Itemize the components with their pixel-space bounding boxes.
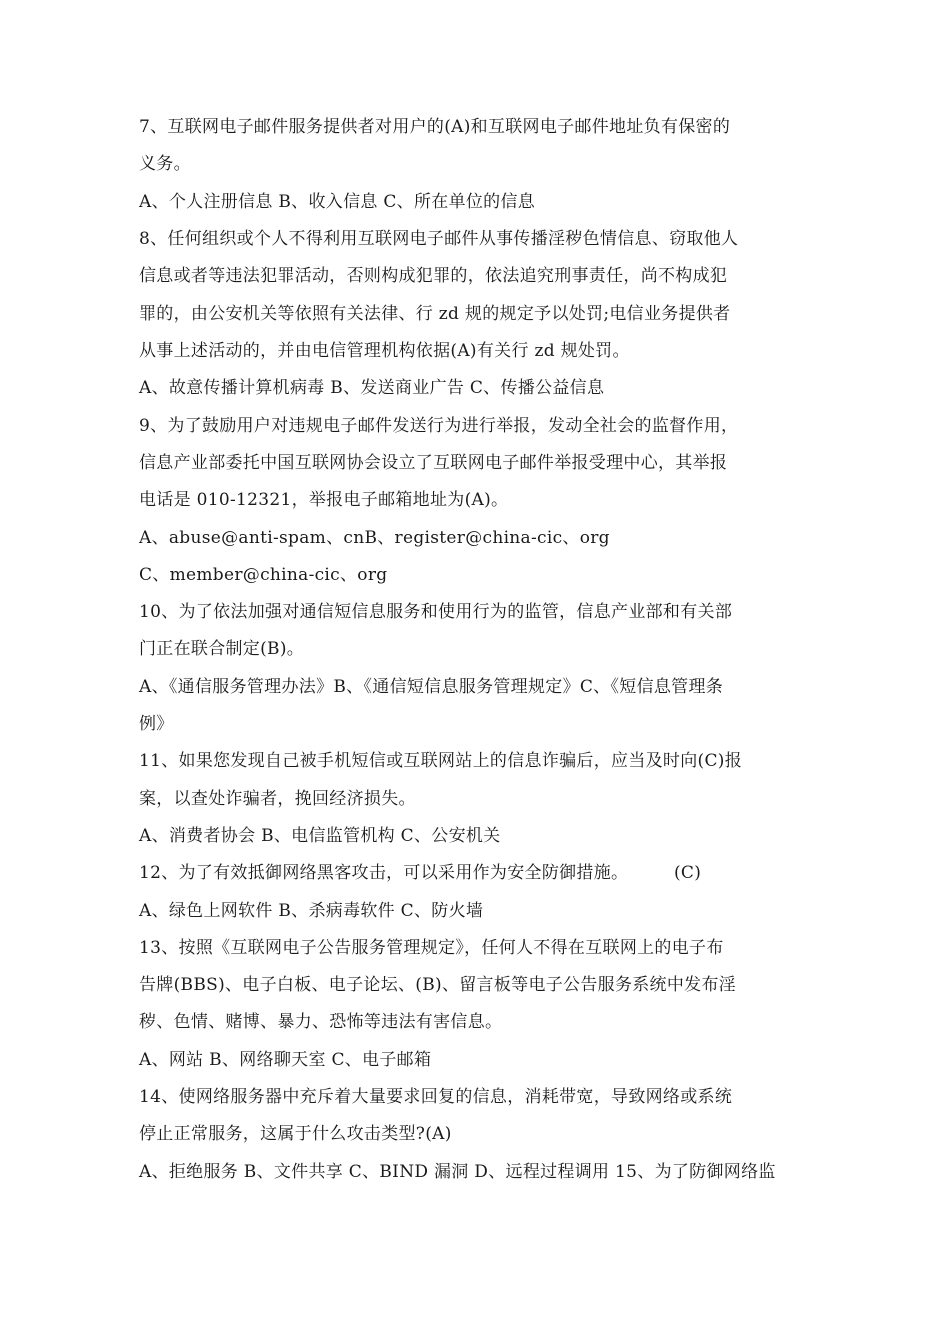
- text-line: 例》: [139, 714, 174, 734]
- text-line: A、个人注册信息 B、收入信息 C、所在单位的信息: [139, 192, 536, 212]
- text-line: A、绿色上网软件 B、杀病毒软件 C、防火墙: [139, 901, 484, 921]
- text-line: C、member@china-cic、org: [139, 565, 388, 585]
- text-line: 9、为了鼓励用户对违规电子邮件发送行为进行举报，发动全社会的监督作用，: [139, 416, 739, 436]
- text-line: 13、按照《互联网电子公告服务管理规定》，任何人不得在互联网上的电子布: [139, 938, 724, 958]
- text-line: 10、为了依法加强对通信短信息服务和使用行为的监管，信息产业部和有关部: [139, 602, 733, 622]
- text-line: 信息或者等违法犯罪活动，否则构成犯罪的，依法追究刑事责任，尚不构成犯: [139, 266, 728, 286]
- text-line: 11、如果您发现自己被手机短信或互联网站上的信息诈骗后，应当及时向(C)报: [139, 751, 743, 771]
- text-line: 案，以查处诈骗者，挽回经济损失。: [139, 789, 416, 809]
- text-line: A、拒绝服务 B、文件共享 C、BIND 漏洞 D、远程过程调用 15、为了防御网络监: [139, 1162, 776, 1182]
- text-line: 秽、色情、赌博、暴力、恐怖等违法有害信息。: [139, 1012, 503, 1032]
- text-line: A、《通信服务管理办法》B、《通信短信息服务管理规定》C、《短信息管理条: [139, 677, 724, 697]
- text-line: 电话是 010-12321，举报电子邮箱地址为(A)。: [139, 490, 509, 510]
- text-line: 12、为了有效抵御网络黑客攻击，可以采用作为安全防御措施。 (C): [139, 863, 702, 883]
- text-line: 停止正常服务，这属于什么攻击类型?(A): [139, 1124, 452, 1144]
- text-line: A、故意传播计算机病毒 B、发送商业广告 C、传播公益信息: [139, 378, 605, 398]
- text-line: A、消费者协会 B、电信监管机构 C、公安机关: [139, 826, 501, 846]
- text-line: 信息产业部委托中国互联网协会设立了互联网电子邮件举报受理中心，其举报: [139, 453, 728, 473]
- text-line: 8、任何组织或个人不得利用互联网电子邮件从事传播淫秽色情信息、窃取他人: [139, 229, 739, 249]
- text-line: A、abuse@anti-spam、cnB、register@china-cic、org: [139, 528, 610, 548]
- text-line: 14、使网络服务器中充斥着大量要求回复的信息，消耗带宽，导致网络或系统: [139, 1087, 733, 1107]
- text-line: 罪的，由公安机关等依照有关法律、行 zd 规的规定予以处罚;电信业务提供者: [139, 304, 731, 324]
- text-line: 从事上述活动的，并由电信管理机构依据(A)有关行 zd 规处罚。: [139, 341, 630, 361]
- text-line: 7、互联网电子邮件服务提供者对用户的(A)和互联网电子邮件地址负有保密的: [139, 117, 731, 137]
- text-line: 告牌(BBS)、电子白板、电子论坛、(B)、留言板等电子公告服务系统中发布淫: [139, 975, 737, 995]
- text-line: 义务。: [139, 154, 191, 174]
- text-line: A、网站 B、网络聊天室 C、电子邮箱: [139, 1050, 432, 1070]
- text-line: 门正在联合制定(B)。: [139, 639, 305, 659]
